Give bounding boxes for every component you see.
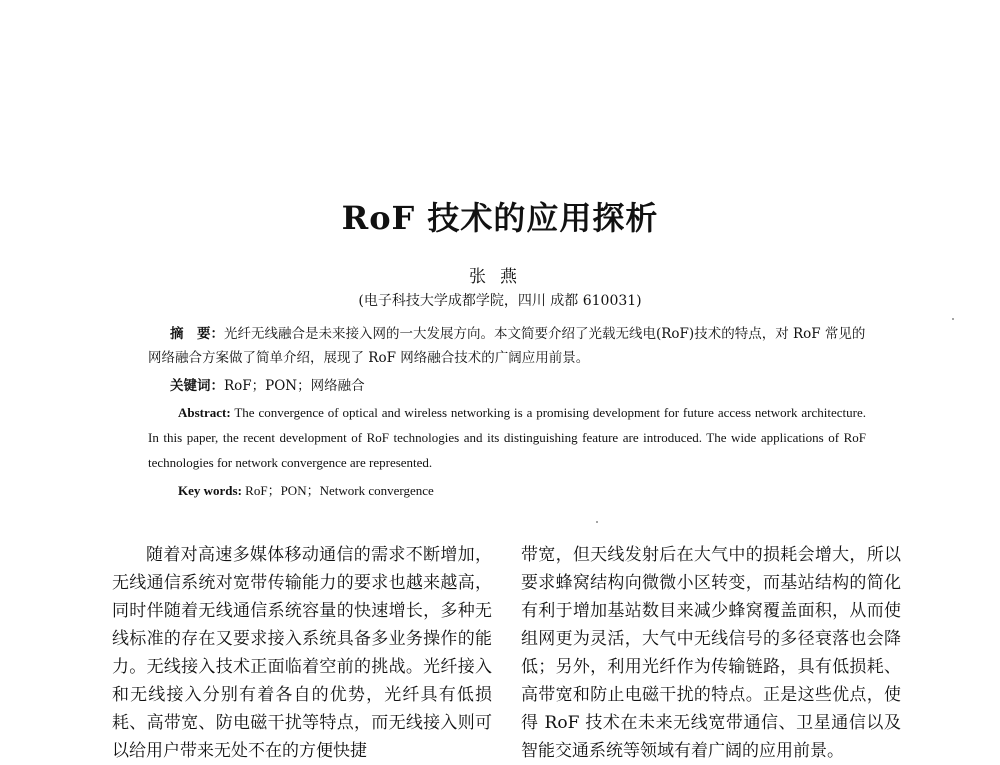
keywords-en [178,480,434,499]
keywords-cn-text: RoF；PON；网络融合 [224,378,365,394]
keywords-en-label: Key words: [178,483,242,498]
keywords-cn-label: 关键词： [170,378,224,394]
keywords-en-text: RoF；PON；Network convergence [241,483,434,498]
author-name: 张燕 [469,267,531,287]
body-column-right: 带宽，但天线发射后在大气中的损耗会增大，所以要求蜂窝结构向微微小区转变，而基站结构的简化有利于增加基站数目来减少蜂窝覆盖面积，从而使组网更为灵活，大气中无线信号的多径衰落也会降低；另外，利用光纤作为传输链路，具有低损耗、高带宽和防止电磁干扰的特点。正是这些优点，使得 RoF 技术在未来无线宽带通信、卫星通信以及智能交通系统等领域有着广阔的应用前景。 [521,545,901,761]
abstract-cn-text: 光纤无线融合是未来接入网的一大发展方向。本文简要介绍了光载无线电(RoF)技术的特点，对 RoF 常见的网络融合方案做了简单介绍，展现了 RoF 网络融合技术的广阔应用前景。 [148,326,866,366]
paper-title: RoF 技术的应用探析 [341,199,659,237]
body-column-left: 随着对高速多媒体移动通信的需求不断增加，无线通信系统对宽带传输能力的要求也越来越高，同时伴随着无线通信系统容量的快速增长，多种无线标准的存在又要求接入系统具备多业务操作的能力。无线接入技术正面临着空前的挑战。光纤接入和无线接入分别有着各自的优势，光纤具有低损耗、高带宽、防电磁干扰等特点，而无线接入则可以给用户带来无处不在的方便快捷 [112,545,492,761]
abstract-en-label: Abstract: [178,405,231,420]
author-affiliation: (电子科技大学成都学院，四川 成都 610031) [358,293,642,309]
abstract-en [148,400,866,475]
abstract-cn [148,322,868,370]
scan-speck [952,318,954,320]
scan-speck [596,521,598,523]
abstract-cn-label: 摘 要： [170,326,224,342]
keywords-cn [170,374,365,394]
abstract-en-text: The convergence of optical and wireless networking is a promising development for future access network architecture. In this paper, the recent development of RoF technologies and its distinguishing feature are introduced. The wide applications of RoF technologies for network convergence are represented. [148,405,866,470]
